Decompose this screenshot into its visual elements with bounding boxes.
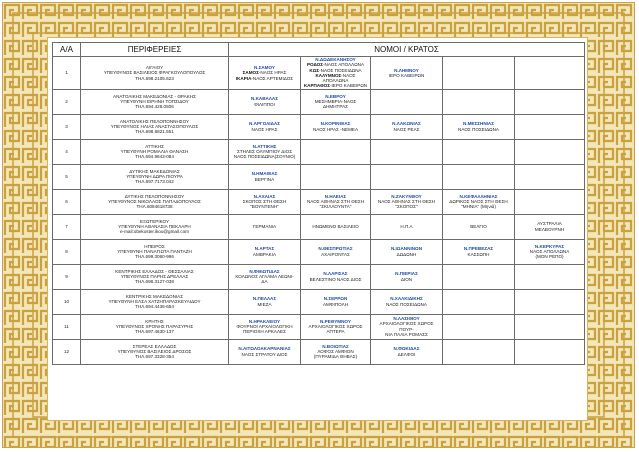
prefecture-cell: [371, 214, 443, 239]
site-name: ΑΡΧΑΙΟΛΟΓΙΚΟΣ ΧΩΡΟΣ ΠΟΥΡ-: [379, 321, 434, 332]
prefecture-cell: [443, 57, 515, 90]
prefecture-name: Ν.ΡΕΘΥΜΝΟΥ: [320, 318, 351, 324]
site-name: ΙΕΡΟ ΚΑΒΕΙΡΩΝ: [388, 72, 425, 78]
prefecture-cell: [443, 314, 515, 339]
prefecture-line: [303, 127, 368, 132]
prefecture-name: Ν.ΖΑΚΥΝΘΟΥ: [391, 193, 422, 199]
prefecture-name: Ν.ΙΩΑΝΝΙΝΩΝ: [390, 246, 423, 252]
site-name: (ΜΟΝ ΡΕΠΟ): [535, 254, 564, 260]
prefecture-cell: [301, 189, 371, 214]
prefecture-line: [303, 329, 368, 334]
prefecture-cell: [443, 89, 515, 114]
prefecture-line: [373, 204, 440, 209]
prefecture-name: Ν.ΔΩΔΕΚΑΝΗΣΟΥ: [315, 57, 356, 62]
prefecture-cell: [301, 114, 371, 139]
region-cell: [81, 214, 229, 239]
site-name: ΚΟΛΩΝΟΣ ΑΓΑΛΜΑ ΛΕΩΝΙ-: [235, 274, 294, 280]
site-name: -ΝΑΟΣ ΑΠΟΛΛΩΝΑ: [322, 62, 365, 68]
prefecture-cell: [301, 239, 371, 264]
prefecture-cell: [443, 164, 515, 189]
region-line: ΥΠΕΥΘΥΝΟΣ ΗΛΙΑΣ ΑΝΑΣΤΑΣΟΠΟΥΛΟΣ: [110, 124, 199, 130]
region-line: ΑΙΓΑΙΟΥ: [145, 64, 164, 70]
prefecture-cell: [515, 214, 585, 239]
prefecture-cell: [515, 57, 585, 90]
prefecture-cell: [443, 114, 515, 139]
site-name: ΔΙΟΝ: [400, 276, 413, 282]
prefecture-line: [231, 252, 298, 257]
header-regions: ΠΕΡΙΦΕΡΕΙΕΣ: [81, 43, 229, 57]
prefecture-name: Ν.ΣΑΜΟΥ: [253, 64, 275, 70]
prefecture-cell: [229, 57, 301, 90]
prefecture-cell: [229, 239, 301, 264]
region-line: ΥΠΕΥΘΥΝΗ ΡΟΜΑΛΙΑ ΘΑΝΑΣΗ: [120, 149, 189, 155]
prefecture-cell: [515, 114, 585, 139]
region-line: ΥΠΕΥΘΥΝΗ ΠΑΝΑΓΙΩΤΑ ΠΑΝΤΑΖΗ: [117, 249, 192, 255]
prefecture-line: [373, 277, 440, 282]
site-name: ΚΑΣΣΩΠΗ: [467, 251, 490, 257]
region-line: ΤΗΛ.694.4436-654: [135, 304, 174, 310]
prefecture-line: [231, 154, 298, 159]
region-cell: [81, 289, 229, 314]
prefecture-name: Ν.ΚΑΒΑΛΑΣ: [250, 96, 278, 102]
region-line: ΥΠΕΥΘΥΝΟΣ ΧΡΟΝΗΣ ΠΑΡΑΣΥΡΗΣ: [115, 324, 194, 330]
site-name: ΒΕΛΕΣΤΙΝΟ ΝΑΟΣ ΔΙΟΣ: [309, 276, 362, 282]
prefecture-name: Ν.ΗΡΑΚΛΕΙΟΥ: [248, 318, 281, 324]
region-line: ΥΠΕΥΘΥΝΟΣ ΠΑΡΗΣ ΔΡΕΛΛΑΣ: [120, 274, 189, 280]
prefecture-line: [373, 302, 440, 307]
site-name: ΝΑΟΣ ΑΘΗΝΑΣ ΣΤΗ ΘΕΣΗ: [306, 199, 365, 205]
header-prefectures: ΝΟΜΟΙ / ΚΡΑΤΟΣ: [229, 43, 585, 57]
site-name: ΔΑ: [261, 279, 268, 285]
region-line: ΥΠΕΥΘΥΝΟΣ ΒΑΣΙΛΕΙΟΣ ΦΡΑΓΚΟΥΛΟΠΟΥΛΟΣ: [103, 70, 206, 76]
site-name: ΝΑΟΣ ΠΟΣΕΙΔΩΝΑ: [458, 126, 499, 132]
prefecture-line: [231, 127, 298, 132]
prefecture-line: [373, 224, 440, 229]
prefecture-cell: [515, 89, 585, 114]
site-name: Η.Π.Α: [400, 224, 413, 230]
site-name: ΝΑΟΣ ΠΟΣΕΙΔΩΝΑ: [386, 301, 427, 307]
region-line: ΚΕΝΤΡΙΚΗΣ ΕΛΛΑΔΟΣ - ΘΕΣΣΑΛΙΑΣ: [115, 268, 194, 274]
prefecture-line: [373, 321, 440, 332]
prefecture-cell: [301, 164, 371, 189]
island-name: ΚΑΡΠΑΘΟΣ: [303, 83, 330, 89]
regions-table: [52, 42, 585, 365]
prefecture-line: [231, 76, 298, 81]
site-name: ΑΧΑΙΡΟΝΤΑΣ: [321, 251, 350, 257]
region-cell: [81, 139, 229, 164]
table-row: [53, 239, 585, 264]
region-line: ΚΕΝΤΡΙΚΗΣ ΜΑΚΕΔΟΝΙΑΣ: [125, 293, 184, 299]
region-cell: [81, 57, 229, 90]
row-number: 10: [53, 289, 81, 314]
prefecture-name: Ν.ΧΑΛΚΙΔΙΚΗΣ: [390, 296, 423, 302]
row-number: 6: [53, 189, 81, 214]
table-row: [53, 289, 585, 314]
prefecture-line: [303, 354, 368, 359]
island-name: ΙΚΑΡΙΑ: [235, 75, 252, 81]
region-cell: [81, 189, 229, 214]
region-line: ΥΠΕΥΘΥΝΗ ΑΘΑΝΑΣΙΑ ΠΕΚΛΑΡΗ: [118, 224, 191, 230]
island-name: ΚΩΣ: [309, 67, 320, 73]
prefecture-line: [445, 204, 512, 209]
prefecture-cell: [371, 239, 443, 264]
prefecture-cell: [371, 339, 443, 364]
table-row: [53, 264, 585, 289]
prefecture-cell: [443, 239, 515, 264]
prefecture-line: [303, 302, 368, 307]
prefecture-cell: [229, 139, 301, 164]
site-name: ΒΕΡΓΙΝΑ: [254, 176, 275, 182]
prefecture-cell: [515, 164, 585, 189]
prefecture-cell: [515, 189, 585, 214]
row-number: 7: [53, 214, 81, 239]
prefecture-name: Ν.ΛΑΡΙΣΑΣ: [323, 271, 348, 277]
site-name: -ΝΑΟΣ ΗΡΑΣ: [258, 70, 287, 76]
table-row: [53, 339, 585, 364]
site-name: ΒΕΛΓΙΟ: [470, 224, 487, 230]
prefecture-cell: [229, 114, 301, 139]
region-line: ΤΗΛ.698.3127-038: [135, 279, 174, 285]
region-line: ΑΝΑΤΟΛΙΚΗΣ ΠΕΛΟΠΟΝΝΗΣΟΥ: [119, 118, 190, 124]
region-line: ΔΥΤΙΚΗΣ ΠΕΛΟΠΟΝΝΗΣΟΥ: [124, 193, 185, 199]
site-name: ΜΙΕΖΑ: [257, 301, 272, 307]
site-name: ΦΟΥΡΝΟΙ ΑΡΧΑΙΟΛΟΓΙΚΗ: [236, 324, 293, 330]
row-number: 4: [53, 139, 81, 164]
prefecture-name: Ν.ΦΘΙΩΤΙΔΑΣ: [249, 268, 280, 274]
region-line: ΗΠΕΙΡΟΣ: [144, 243, 165, 249]
prefecture-cell: [229, 314, 301, 339]
prefecture-cell: [371, 114, 443, 139]
region-line: ΤΗΛ.698.6821.551: [135, 129, 174, 135]
prefecture-name: Ν.ΛΑΣΙΘΙΟΥ: [393, 316, 420, 322]
site-name: -ΝΑΟΣ ΑΡΤΕΜΙΔΟΣ: [251, 75, 294, 81]
row-number: 1: [53, 57, 81, 90]
region-line: ΥΠΕΥΘΥΝΗ ΔΩΡΑ ΠΙΟΥΡΑ: [126, 174, 183, 180]
table-row: [53, 314, 585, 339]
site-name: ΑΜΒΡΑΚΙΑ: [252, 251, 277, 257]
region-line: ΑΝΑΤΟΛΙΚΗΣ ΜΑΚΕΔΟΝΙΑΣ - ΘΡΑΚΗΣ: [113, 93, 196, 99]
prefecture-name: Ν.ΜΕΣΣΗΝΙΑΣ: [463, 121, 494, 127]
prefecture-cell: [371, 164, 443, 189]
header-aa: Α/Α: [53, 43, 81, 57]
prefecture-name: Ν.ΗΜΑΘΙΑΣ: [251, 171, 278, 177]
region-line: ΤΗΛ.6084618738: [136, 204, 173, 210]
prefecture-cell: [371, 314, 443, 339]
prefecture-line: [373, 352, 440, 357]
table-row: [53, 57, 585, 90]
prefecture-line: [303, 83, 368, 88]
prefecture-cell: [301, 214, 371, 239]
prefecture-line: [373, 332, 440, 337]
prefecture-cell: [229, 89, 301, 114]
site-name: ΔΕΛΦΟΙ: [397, 351, 416, 357]
site-name: ΣΚΟΠΟΣ ΣΤΗ ΘΕΣΗ: [242, 199, 287, 205]
prefecture-line: [231, 204, 298, 209]
region-line: ΥΠΕΥΘΥΝΟΣ ΝΙΚΟΛΑΟΣ ΠΑΠΑΔΟΠΟΥΛΟΣ: [108, 199, 201, 205]
region-line: ΔΥΤΙΚΗΣ ΜΑΚΕΔΟΝΙΑΣ: [129, 168, 180, 174]
prefecture-line: [373, 127, 440, 132]
prefecture-cell: [443, 139, 515, 164]
prefecture-cell: [515, 239, 585, 264]
site-name: ΓΕΡΜΑΝΙΑ: [252, 224, 277, 230]
region-cell: [81, 239, 229, 264]
region-line: ΥΠΕΥΘΥΝΗ ΕΛΣΑ ΧΑΤΖΗΠΑΡΑΣΚΕΥΑΙΔΟΥ: [108, 299, 201, 305]
row-number: 2: [53, 89, 81, 114]
prefecture-cell: [229, 264, 301, 289]
prefecture-line: [517, 254, 582, 259]
prefecture-cell: [301, 314, 371, 339]
prefecture-name: Ν.ΦΩΚΙΔΑΣ: [393, 346, 420, 352]
prefecture-line: [517, 227, 582, 232]
site-name: ΝΑΟΣ ΑΘΗΝΑΣ ΣΤΗ ΘΕΣΗ: [377, 199, 436, 205]
table-row: [53, 114, 585, 139]
prefecture-line: [303, 252, 368, 257]
prefecture-line: [231, 329, 298, 334]
prefecture-name: Ν.ΑΤΤΙΚΗΣ: [252, 143, 277, 149]
prefecture-cell: [515, 264, 585, 289]
prefecture-name: Ν.ΠΕΛΛΑΣ: [252, 296, 277, 302]
site-name: ΣΤΗΛΕΣ ΟΛΥΜΠΙΟΥ ΔΙΟΣ: [236, 149, 293, 155]
site-name: ΛΟΦΟΣ ΑΜΦΙΟΝ: [317, 349, 354, 355]
prefecture-cell: [515, 289, 585, 314]
site-name: ΝΑΟΣ ΗΡΑΣ: [251, 126, 278, 132]
prefecture-name: Ν.ΑΙΤΩΛΟΑΚΑΡΝΑΝΙΑΣ: [238, 346, 291, 352]
region-line: ΤΗΛ.698.2105.623: [135, 75, 174, 81]
prefecture-line: [303, 99, 368, 110]
island-name: ΡΟΔΟΣ: [306, 62, 323, 68]
prefecture-name: Ν.ΘΕΣΠΡΩΤΙΑΣ: [318, 246, 353, 252]
row-number: 8: [53, 239, 81, 264]
prefecture-line: [231, 102, 298, 107]
prefecture-cell: [371, 139, 443, 164]
prefecture-line: [231, 352, 298, 357]
prefecture-line: [445, 127, 512, 132]
site-name: ΜΕΛΒΟΥΡΝΗ: [534, 226, 565, 232]
prefecture-name: Ν.ΕΒΡΟΥ: [325, 93, 346, 99]
table-row: [53, 189, 585, 214]
site-name: (ΠΥΡΑΜΙΔΑ ΘΗΒΑΣ): [313, 354, 358, 360]
prefecture-cell: [301, 289, 371, 314]
prefecture-cell: [443, 289, 515, 314]
prefecture-line: [303, 204, 368, 209]
site-name: "ΒΟΥΝΤΕΝΗ": [250, 204, 279, 210]
prefecture-line: [231, 302, 298, 307]
region-line: ΤΗΛ.697.7173.042: [135, 179, 174, 185]
region-cell: [81, 264, 229, 289]
row-number: 12: [53, 339, 81, 364]
site-name: ΦΙΛΙΠΠΟΙ: [254, 101, 275, 107]
site-name: "ΜΗΝΙΑ" (Μηνιά): [461, 204, 496, 210]
prefecture-line: [303, 73, 368, 84]
table-body: [53, 57, 585, 365]
prefecture-cell: [515, 339, 585, 364]
site-name: -ΙΕΡΟ ΚΑΒΕΙΡΩΝ: [329, 83, 368, 89]
table-row: [53, 164, 585, 189]
prefecture-line: [303, 224, 368, 229]
prefecture-name: Ν.ΗΛΕΙΑΣ: [324, 193, 347, 199]
site-name: ΜΕΣΗΜΒΡΙΑ-ΝΑΟΣ ΔΗΜΗΤΡΑΣ: [314, 99, 357, 110]
island-name: ΚΑΛΥΜΝΟΣ: [315, 72, 342, 78]
site-name: "ΣΚΙΛΛΟΥΝΤΑ": [319, 204, 352, 210]
region-cell: [81, 314, 229, 339]
region-line: ΤΗΛ.694.428.0506: [135, 104, 174, 110]
prefecture-line: [373, 73, 440, 78]
region-cell: [81, 339, 229, 364]
prefecture-name: Ν.ΣΕΡΡΩΝ: [323, 296, 348, 302]
region-line: ΑΤΤΙΚΗΣ: [145, 143, 164, 149]
site-name: ΝΑΟΣ ΣΤΡΑΤΟΥ ΔΙΟΣ: [241, 351, 288, 357]
region-line: ΚΡΗΤΗΣ: [145, 318, 164, 324]
region-cell: [81, 89, 229, 114]
prefecture-name: Ν.ΛΗΜΝΟΥ: [394, 67, 419, 73]
prefecture-cell: [515, 139, 585, 164]
row-number: 9: [53, 264, 81, 289]
table-row: [53, 89, 585, 114]
site-name: ΠΕΡΙΟΧΗ ΑΡΚΑΛΕΣ: [243, 329, 286, 335]
prefecture-cell: [371, 289, 443, 314]
region-line: ΤΗΛ.697.4630-137: [135, 329, 174, 335]
site-name: -ΝΑΟΣ ΑΠΟΛΛΩΝΑ: [322, 72, 356, 84]
region-line: ΤΗΛ.699.3060-996: [135, 254, 174, 260]
prefecture-name: Ν.ΑΡΤΑΣ: [254, 246, 275, 252]
prefecture-cell: [301, 57, 371, 90]
site-name: ΝΙΑ ΠΑΛΙΑ ΡΟΜΑΣΣ: [385, 332, 428, 338]
prefecture-line: [231, 224, 298, 229]
site-name: "ΣΚΟΠΟΣ": [395, 204, 418, 210]
site-name: ΝΑΟΣ ΗΡΑΣ -ΝΕΜΕΑ: [312, 126, 359, 132]
table-row: [53, 214, 585, 239]
site-name: ΝΑΟΣ ΠΟΣΕΙΔΩΝΑ(ΣΟΥΝΙΟ): [233, 154, 296, 160]
prefecture-cell: [229, 164, 301, 189]
prefecture-name: Ν.ΠΡΕΒΕΖΑΣ: [463, 246, 494, 252]
row-number: 3: [53, 114, 81, 139]
prefecture-cell: [443, 214, 515, 239]
prefecture-cell: [229, 289, 301, 314]
site-name: ΑΠΤΕΡΑ: [326, 329, 345, 335]
site-name: ΗΝΩΜΕΝΟ ΒΑΣΙΛΕΙΟ: [312, 224, 359, 230]
prefecture-cell: [371, 57, 443, 90]
site-name: ΑΜΦΙΠΟΛΗ: [322, 301, 349, 307]
region-line: ΥΠΕΥΘΥΝΗ ΕΙΡΗΝΗ ΤΟΠΣΙΔΟΥ: [120, 99, 189, 105]
prefecture-cell: [301, 89, 371, 114]
island-name: ΣΑΜΟΣ: [242, 70, 259, 76]
region-line: ΥΠΕΥΘΥΝΟΣ ΒΑΣΙΛΕΙΟΣ ΔΡΟΣΟΣ: [117, 349, 192, 355]
site-name: ΝΑΟΣ ΡΕΑΣ: [393, 126, 420, 132]
prefecture-line: [445, 224, 512, 229]
prefecture-cell: [301, 264, 371, 289]
prefecture-name: Ν.ΠΙΕΡΙΑΣ: [395, 271, 418, 277]
prefecture-name: Ν.ΚΕΦΑΛΛΗΝΙΑΣ: [459, 193, 498, 199]
prefecture-cell: [443, 264, 515, 289]
prefecture-name: Ν.ΛΑΚΩΝΙΑΣ: [392, 121, 421, 127]
prefecture-cell: [301, 139, 371, 164]
prefecture-cell: [443, 189, 515, 214]
prefecture-line: [231, 279, 298, 284]
prefecture-cell: [229, 214, 301, 239]
site-name: ΔΩΡΙΚΟΣ ΝΑΟΣ ΣΤΗ ΘΕΣΗ: [449, 199, 508, 205]
prefecture-cell: [515, 314, 585, 339]
prefecture-cell: [443, 339, 515, 364]
region-line: ΣΤΕΡΕΑΣ ΕΛΛΑΔΟΣ: [132, 343, 177, 349]
prefecture-name: Ν.ΚΟΡΙΝΘΙΑΣ: [320, 121, 351, 127]
table-header-row: [53, 43, 585, 57]
prefecture-name: Ν.ΑΧΑΙΑΣ: [253, 193, 276, 199]
prefecture-cell: [371, 264, 443, 289]
site-name: ΝΑΟΣ ΑΠΟΛΛΩΝΑ: [529, 249, 570, 255]
prefecture-cell: [371, 189, 443, 214]
prefecture-line: [373, 252, 440, 257]
site-name: ΑΡΧΑΙΟΛΟΓΙΚΟΣ ΧΩΡΟΣ: [308, 324, 363, 330]
region-line: e-mail:obekoster.ikou@gmail.com: [119, 229, 189, 235]
table-row: [53, 139, 585, 164]
prefecture-line: [303, 277, 368, 282]
prefecture-name: Ν.ΚΕΡΚΥΡΑΣ: [534, 243, 565, 249]
prefecture-line: [445, 252, 512, 257]
region-cell: [81, 164, 229, 189]
prefecture-cell: [229, 339, 301, 364]
prefecture-cell: [371, 89, 443, 114]
site-name: ΔΩΔΩΝΗ: [396, 251, 417, 257]
prefecture-cell: [229, 189, 301, 214]
region-cell: [81, 114, 229, 139]
region-line: ΤΗΛ.694.9843-084: [135, 154, 174, 160]
prefecture-name: Ν.ΑΡΓΟΛΙΔΑΣ: [249, 121, 280, 127]
region-line: ΤΗΛ.697.3328-354: [135, 354, 174, 360]
site-name: -ΝΑΟΣ ΠΟΣΕΙΔΩΝΑ: [319, 67, 362, 73]
region-line: ΕΞΩΤΕΡΙΚΟΥ: [139, 218, 170, 224]
site-name: ΑΥΣΤΡΑΛΙΑ: [537, 221, 562, 227]
row-number: 11: [53, 314, 81, 339]
prefecture-line: [231, 177, 298, 182]
prefecture-cell: [301, 339, 371, 364]
row-number: 5: [53, 164, 81, 189]
prefecture-name: Ν.ΒΟΙΩΤΙΑΣ: [322, 343, 349, 349]
